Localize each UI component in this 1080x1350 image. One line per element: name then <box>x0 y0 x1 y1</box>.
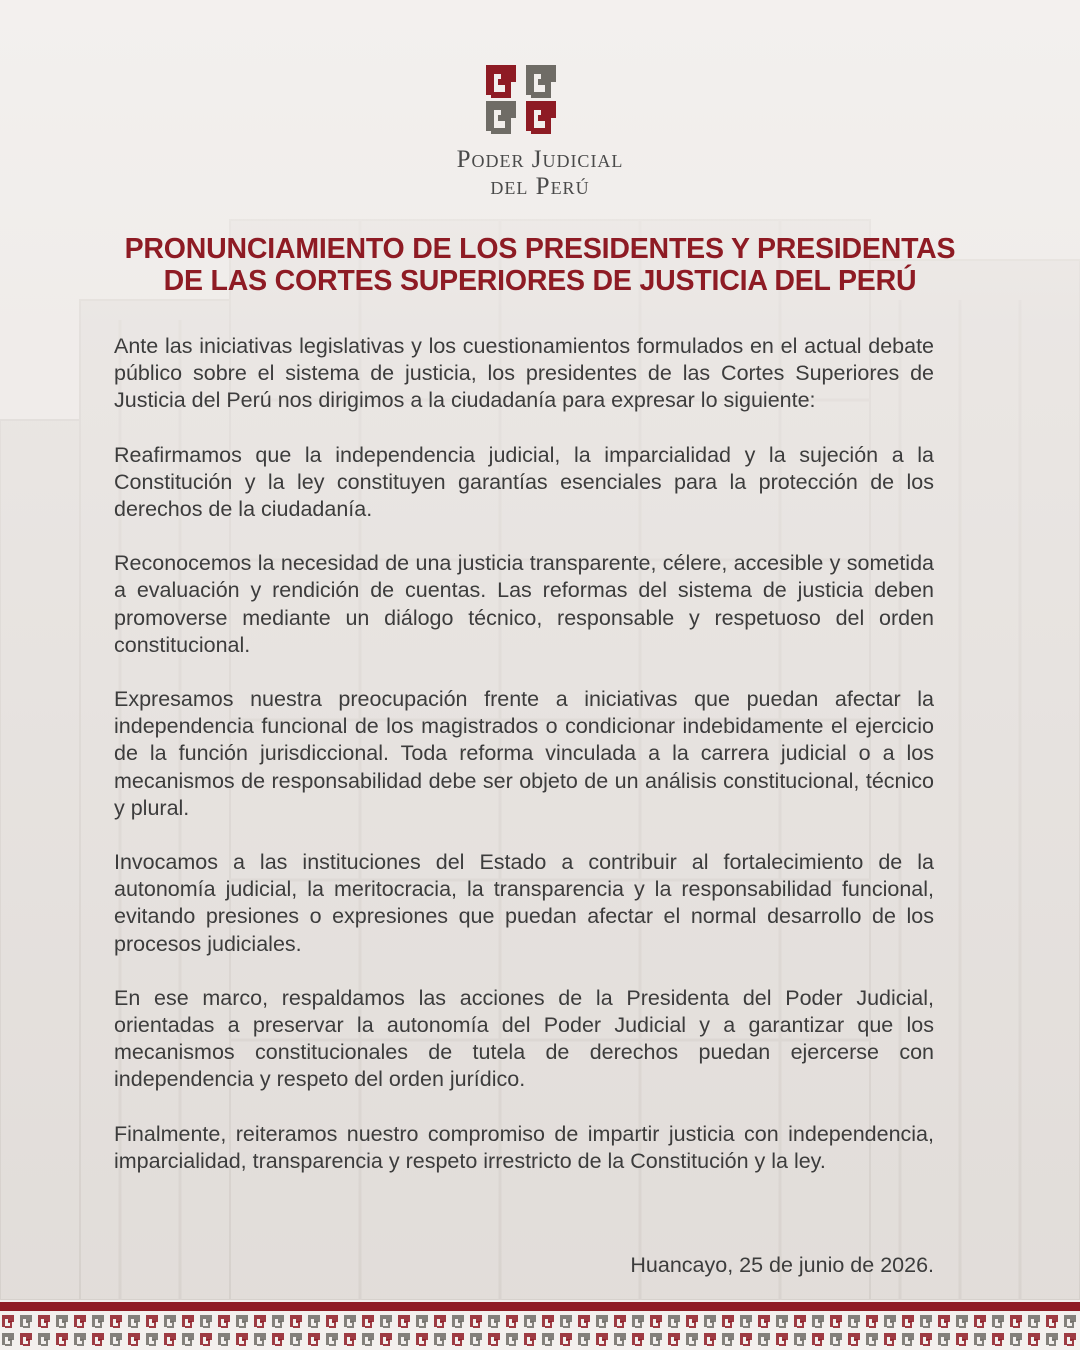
pattern-key-hook <box>5 1322 11 1327</box>
pattern-key-hook <box>131 1340 137 1345</box>
pattern-key-hook <box>95 1340 101 1345</box>
pattern-key-hook <box>653 1322 659 1327</box>
pattern-key-hook <box>77 1340 83 1345</box>
pattern-key-hook <box>671 1322 677 1327</box>
pattern-key-hook <box>383 1340 389 1345</box>
pattern-key-hook <box>779 1340 785 1345</box>
pattern-key-hook <box>617 1322 623 1327</box>
pattern-key-hook <box>311 1340 317 1345</box>
pattern-key-hook <box>113 1322 119 1327</box>
pattern-key-hook <box>275 1322 281 1327</box>
pattern-key-hook <box>1067 1322 1073 1327</box>
document-title-line2: DE LAS CORTES SUPERIORES DE JUSTICIA DEL PERÚ <box>163 265 917 297</box>
pattern-key-hook <box>743 1322 749 1327</box>
pattern-key-hook <box>995 1322 1001 1327</box>
pattern-key-hook <box>797 1322 803 1327</box>
pattern-key-hook <box>1013 1340 1019 1345</box>
pattern-key-hook <box>905 1340 911 1345</box>
pattern-key-hook <box>113 1340 119 1345</box>
pattern-key-hook <box>635 1322 641 1327</box>
pattern-key-hook <box>23 1340 29 1345</box>
pattern-key-hook <box>437 1322 443 1327</box>
pattern-key-hook <box>761 1340 767 1345</box>
pattern-key-hook <box>743 1340 749 1345</box>
pattern-key-hook <box>185 1340 191 1345</box>
pattern-key-hook <box>437 1340 443 1345</box>
pattern-key-hook <box>923 1340 929 1345</box>
pattern-key-hook <box>797 1340 803 1345</box>
pattern-key-hook <box>455 1322 461 1327</box>
pattern-key-hook <box>527 1322 533 1327</box>
pattern-key-hook <box>563 1340 569 1345</box>
pattern-key-hook <box>185 1322 191 1327</box>
pattern-key-hook <box>1031 1340 1037 1345</box>
pattern-key-hook <box>41 1322 47 1327</box>
pattern-key-hook <box>149 1340 155 1345</box>
pattern-key-hook <box>59 1340 65 1345</box>
pattern-key-hook <box>599 1322 605 1327</box>
footer-red-band <box>0 1302 1080 1311</box>
pattern-key-hook <box>1049 1322 1055 1327</box>
pattern-key-hook <box>167 1322 173 1327</box>
pattern-key-hook <box>131 1322 137 1327</box>
paragraph-intro: Ante las iniciativas legislativas y los cuestionamientos formulados en el actual debate público sobre el sistema de justicia, los presidentes de las Cortes Superiores de Justicia del Perú nos dirigimos a la ciudadanía para expresar lo siguiente: <box>114 334 934 413</box>
pattern-key-hook <box>149 1322 155 1327</box>
pattern-key-hook <box>23 1322 29 1327</box>
pattern-key-hook <box>887 1340 893 1345</box>
pattern-key-hook <box>365 1322 371 1327</box>
paragraph-support: En ese marco, respaldamos las acciones de la Presidenta del Poder Judicial, orientadas a preservar la autonomía del Poder Judicial y a garantizar que los mecanismos constitucionales de tutela de derechos puedan ejercerse con independencia y respeto del orden jurídico. <box>114 985 934 1092</box>
institution-name <box>0 146 1080 200</box>
pattern-key-hook <box>869 1340 875 1345</box>
pj-greek-key-logo-icon <box>483 62 563 134</box>
pattern-key-hook <box>977 1340 983 1345</box>
pattern-key-hook <box>851 1322 857 1327</box>
pattern-key-hook <box>491 1322 497 1327</box>
pattern-key-hook <box>419 1340 425 1345</box>
pattern-key-hook <box>761 1322 767 1327</box>
pattern-key-hook <box>1049 1340 1055 1345</box>
pattern-key-hook <box>635 1340 641 1345</box>
pattern-key-hook <box>851 1340 857 1345</box>
paragraph-invoke: Invocamos a las instituciones del Estado a contribuir al fortalecimiento de la autonomía judicial, la meritocracia, la transparencia y la responsabilidad funcional, evitando presiones o expresiones que puedan afectar el normal desarrollo de los procesos judiciales. <box>114 850 934 956</box>
pattern-key-hook <box>473 1322 479 1327</box>
pattern-key-hook <box>95 1322 101 1327</box>
pattern-key-hook <box>509 1322 515 1327</box>
document-title <box>60 233 1020 297</box>
paragraph-recognize: Reconocemos la necesidad de una justicia transparente, célere, accesible y sometida a evaluación y rendición de cuentas. Las reformas del sistema de justicia deben promoverse mediante un diálogo técnico, responsable y respetuoso del orden constitucional. <box>114 551 934 657</box>
pattern-key-hook <box>257 1340 263 1345</box>
pattern-key-hook <box>77 1322 83 1327</box>
pattern-key-hook <box>689 1340 695 1345</box>
pattern-key-hook <box>959 1340 965 1345</box>
pattern-key-hook <box>977 1322 983 1327</box>
pattern-key-hook <box>293 1322 299 1327</box>
pattern-key-hook <box>671 1340 677 1345</box>
paragraph-closing: Finalmente, reiteramos nuestro compromiso de impartir justicia con independencia, imparcialidad, transparencia y respeto irrestricto de la Constitución y la ley. <box>114 1121 934 1173</box>
pattern-key-hook <box>293 1340 299 1345</box>
pattern-key-hook <box>221 1322 227 1327</box>
pattern-key-hook <box>491 1340 497 1345</box>
pattern-key-hook <box>725 1322 731 1327</box>
pattern-key-hook <box>275 1340 281 1345</box>
pattern-key-hook <box>833 1322 839 1327</box>
pattern-key-hook <box>995 1340 1001 1345</box>
pattern-key-hook <box>869 1322 875 1327</box>
pattern-key-hook <box>923 1322 929 1327</box>
pattern-key-hook <box>365 1340 371 1345</box>
pattern-key-hook <box>5 1340 11 1345</box>
pattern-key-hook <box>167 1340 173 1345</box>
pattern-key-hook <box>599 1340 605 1345</box>
pattern-key-hook <box>527 1340 533 1345</box>
pattern-key-hook <box>545 1322 551 1327</box>
pattern-key-hook <box>653 1340 659 1345</box>
document-title-line1: PRONUNCIAMIENTO DE LOS PRESIDENTES Y PRESIDENTAS <box>124 233 956 265</box>
place-date-signoff: Huancayo, 25 de junio de 2026. <box>630 1253 934 1277</box>
institution-name-line1: Poder Judicial <box>456 146 624 173</box>
pattern-key-hook <box>203 1322 209 1327</box>
pattern-key-hook <box>833 1340 839 1345</box>
pattern-key-hook <box>203 1340 209 1345</box>
pattern-key-hook <box>509 1340 515 1345</box>
pattern-key-hook <box>1031 1322 1037 1327</box>
pattern-key-hook <box>725 1340 731 1345</box>
greek-key-pattern-band-icon <box>0 1311 1080 1350</box>
pattern-key-hook <box>239 1340 245 1345</box>
pattern-key-hook <box>221 1340 227 1345</box>
pattern-key-hook <box>617 1340 623 1345</box>
pattern-key-hook <box>311 1322 317 1327</box>
pattern-key-hook <box>329 1340 335 1345</box>
institution-name-line2: del Perú <box>490 173 590 200</box>
pattern-key-hook <box>1013 1322 1019 1327</box>
pattern-key-hook <box>257 1322 263 1327</box>
pattern-key-hook <box>383 1322 389 1327</box>
pattern-key-hook <box>959 1322 965 1327</box>
pattern-key-hook <box>239 1322 245 1327</box>
paragraph-concern: Expresamos nuestra preocupación frente a iniciativas que puedan afectar la independencia funcional de los magistrados o condicionar indebidamente el ejercicio de la función jurisdiccional. Toda reforma vinculada a la carrera judicial o a los mecanismos de responsabilidad debe ser objeto de un análisis constitucional, técnico y plural. <box>114 687 934 820</box>
pattern-key-hook <box>455 1340 461 1345</box>
pattern-key-hook <box>545 1340 551 1345</box>
pattern-key-hook <box>707 1322 713 1327</box>
pattern-key-hook <box>401 1340 407 1345</box>
pattern-key-hook <box>401 1322 407 1327</box>
pattern-key-hook <box>419 1322 425 1327</box>
pattern-key-hook <box>347 1340 353 1345</box>
pattern-key-hook <box>941 1340 947 1345</box>
pattern-key-hook <box>347 1322 353 1327</box>
pattern-key-hook <box>815 1322 821 1327</box>
pattern-key-hook <box>41 1340 47 1345</box>
pattern-key-hook <box>815 1340 821 1345</box>
pattern-key-hook <box>941 1322 947 1327</box>
pattern-key-hook <box>329 1322 335 1327</box>
pattern-key-hook <box>563 1322 569 1327</box>
pattern-key-hook <box>887 1322 893 1327</box>
pattern-key-hook <box>473 1340 479 1345</box>
paragraph-reaffirm: Reafirmamos que la independencia judicial, la imparcialidad y la sujeción a la Constitución y la ley constituyen garantías esenciales para la protección de los derechos de la ciudadanía. <box>114 442 934 522</box>
pattern-key-hook <box>779 1322 785 1327</box>
pattern-key-hook <box>581 1340 587 1345</box>
pattern-key-hook <box>905 1322 911 1327</box>
pattern-key-hook <box>1067 1340 1073 1345</box>
pattern-key-hook <box>59 1322 65 1327</box>
pattern-key-hook <box>689 1322 695 1327</box>
pattern-key-hook <box>707 1340 713 1345</box>
statement-body <box>114 333 934 1202</box>
pattern-key-hook <box>581 1322 587 1327</box>
